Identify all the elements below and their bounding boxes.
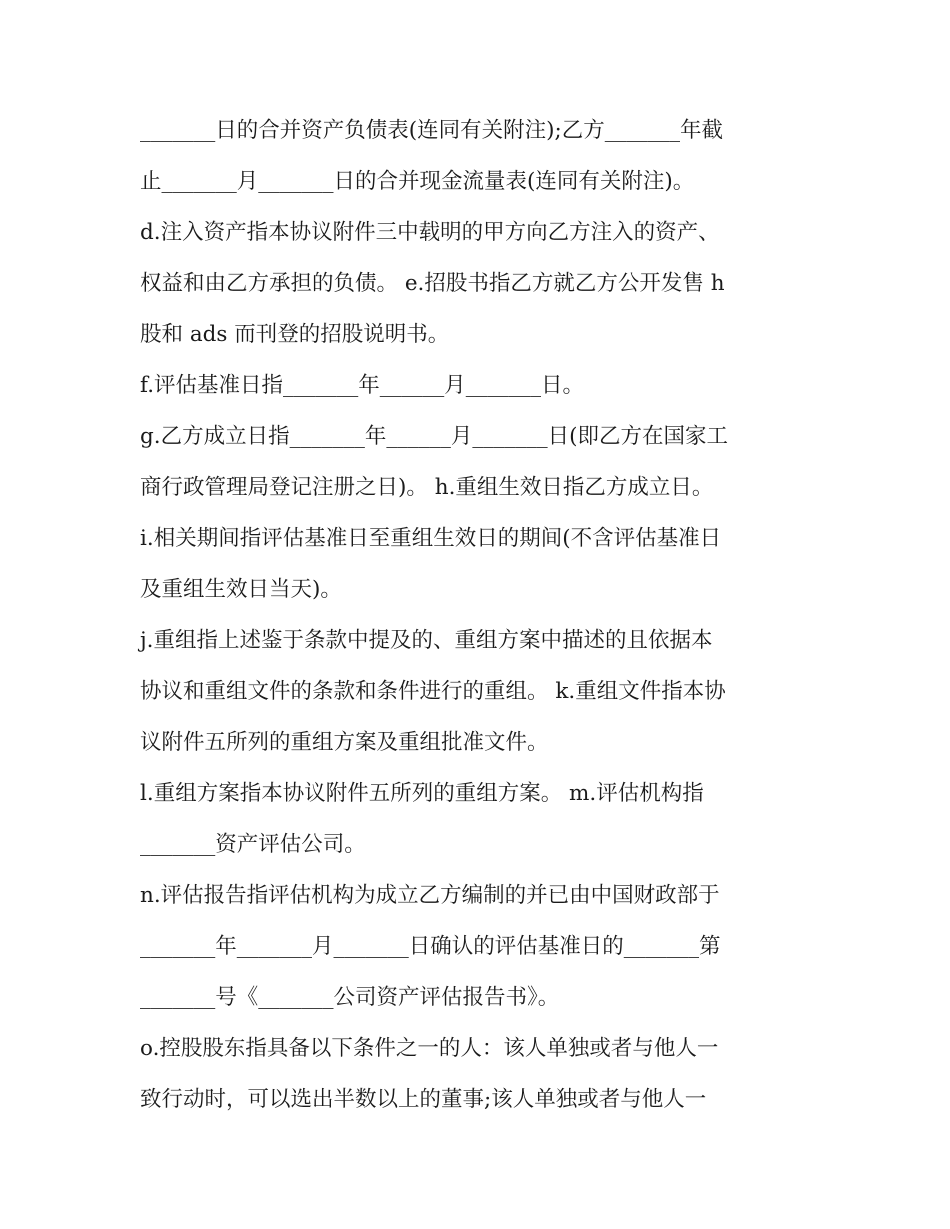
text-line: 议附件五所列的重组方案及重组批准文件。: [140, 730, 549, 755]
text-line: 商行政管理局登记注册之日)。 h.重组生效日指乙方成立日。: [140, 475, 714, 500]
text-line: _______年_______月_______日确认的评估基准日的_______第: [140, 934, 721, 959]
text-line: i.相关期间指评估基准日至重组生效日的期间(不含评估基准日: [140, 526, 722, 551]
text-line: 权益和由乙方承担的负债。 e.招股书指乙方就乙方公开发售 h: [140, 271, 725, 296]
document-body: [140, 105, 820, 1125]
text-line: 及重组生效日当天)。: [140, 577, 342, 602]
text-line: 止_______月_______日的合并现金流量表(连同有关附注)。: [140, 169, 695, 194]
text-line: _______号《_______公司资产评估报告书》。: [140, 985, 560, 1010]
text-line: n.评估报告指评估机构为成立乙方编制的并已由中国财政部于: [140, 883, 720, 908]
text-line: 股和 ads 而刊登的招股说明书。: [140, 322, 450, 347]
text-line: 致行动时，可以选出半数以上的董事;该人单独或者与他人一: [140, 1087, 707, 1112]
text-line: g.乙方成立日指_______年______月_______日(即乙方在国家工: [140, 424, 728, 449]
text-line: 协议和重组文件的条款和条件进行的重组。 k.重组文件指本协: [140, 679, 726, 704]
text-line: j.重组指上述鉴于条款中提及的、重组方案中描述的且依据本: [140, 628, 713, 653]
text-line: d.注入资产指本协议附件三中载明的甲方向乙方注入的资产、: [140, 220, 720, 245]
text-line: o.控股股东指具备以下条件之一的人：该人单独或者与他人一: [140, 1036, 719, 1061]
text-line: f.评估基准日指_______年______月_______日。: [140, 373, 585, 398]
text-line: _______资产评估公司。: [140, 832, 366, 857]
text-line: l.重组方案指本协议附件五所列的重组方案。 m.评估机构指: [140, 781, 704, 806]
text-line: _______日的合并资产负债表(连同有关附注);乙方_______年截: [140, 118, 724, 143]
